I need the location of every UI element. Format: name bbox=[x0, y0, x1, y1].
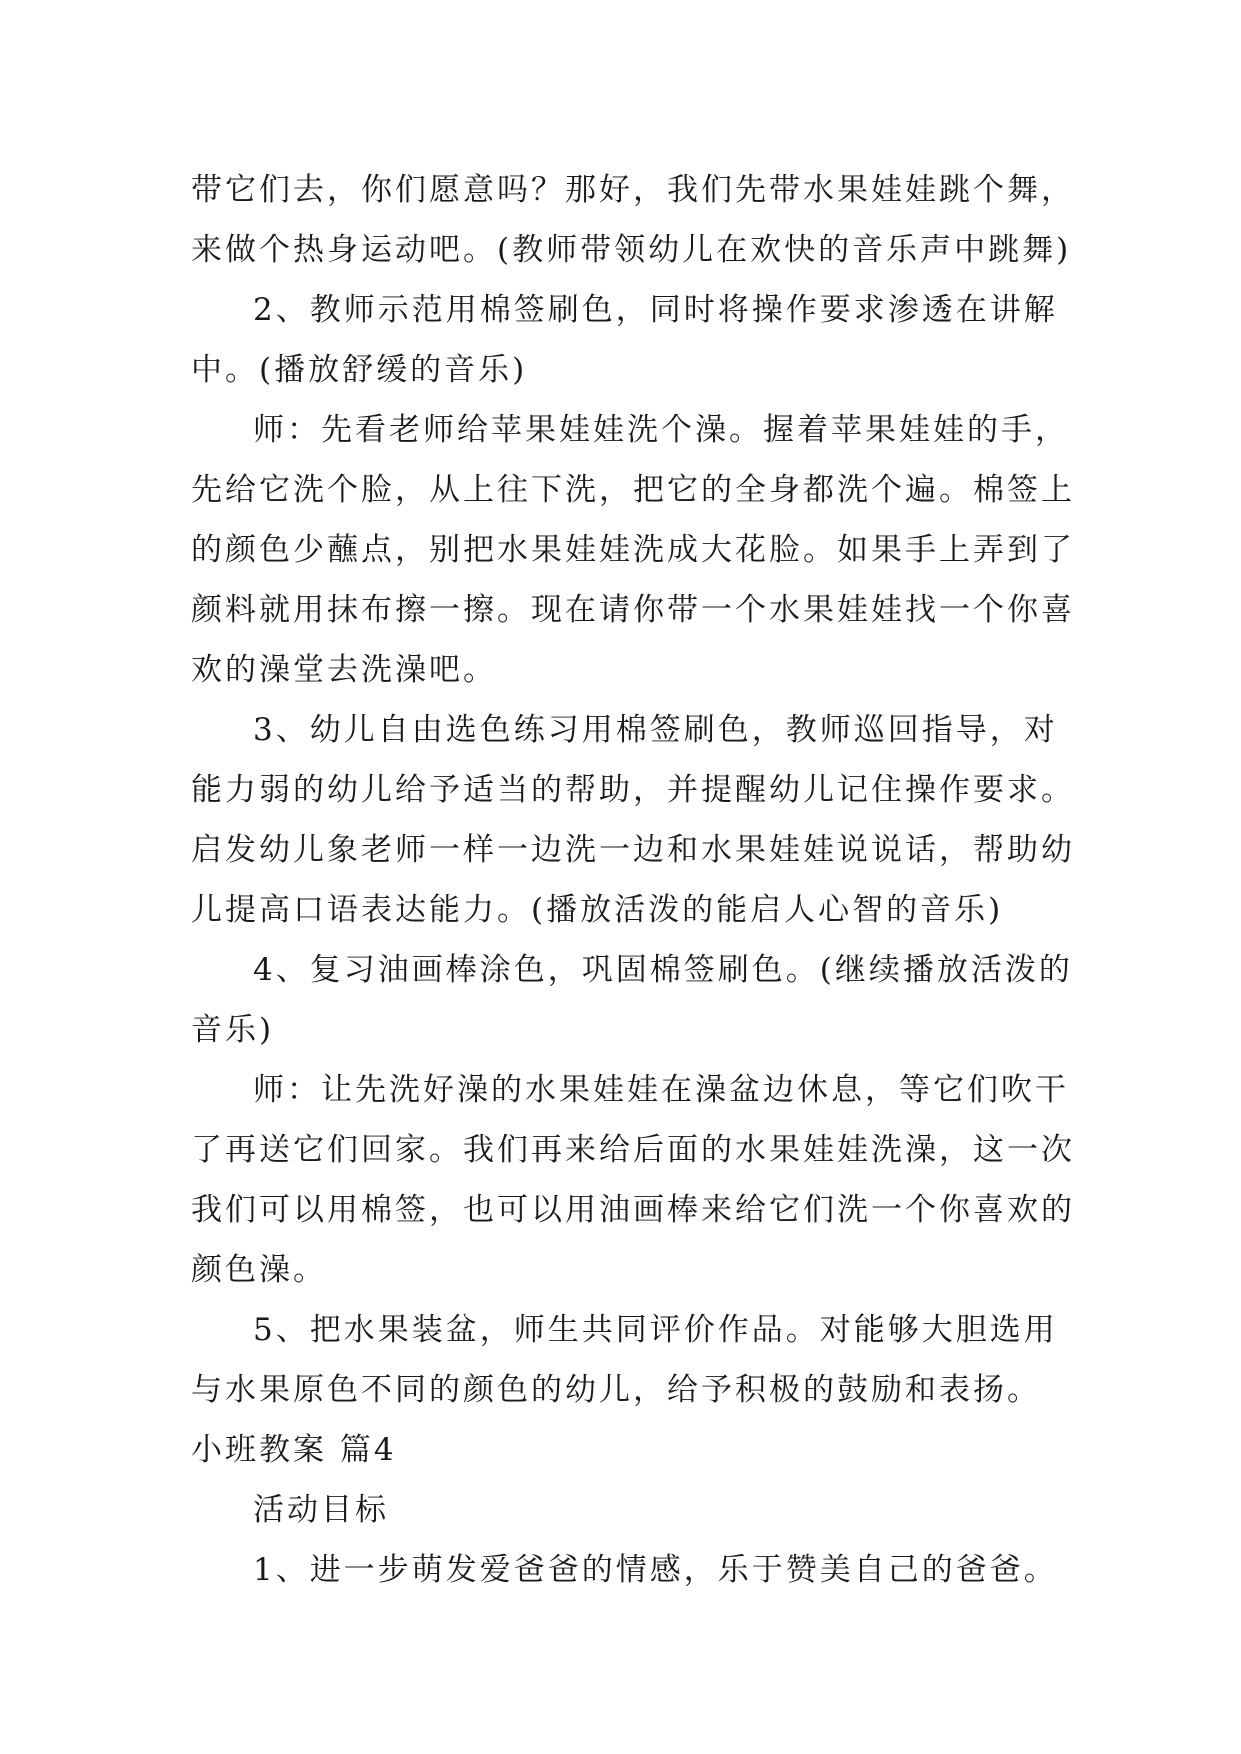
section-heading: 小班教案 篇4 bbox=[191, 1432, 397, 1468]
text-line: 颜色澡。 bbox=[191, 1252, 327, 1288]
text-line: 能力弱的幼儿给予适当的帮助，并提醒幼儿记住操作要求。 bbox=[191, 772, 1075, 808]
text-line: 与水果原色不同的颜色的幼儿，给予积极的鼓励和表扬。 bbox=[191, 1372, 1041, 1408]
text-line: 先给它洗个脸，从上往下洗，把它的全身都洗个遍。棉签上 bbox=[191, 472, 1075, 508]
text-line: 带它们去，你们愿意吗？那好，我们先带水果娃娃跳个舞， bbox=[191, 172, 1075, 208]
text-line: 启发幼儿象老师一样一边洗一边和水果娃娃说说话，帮助幼 bbox=[191, 832, 1075, 868]
text-line: 师：让先洗好澡的水果娃娃在澡盆边休息，等它们吹干 bbox=[253, 1072, 1069, 1108]
text-line: 4、复习油画棒涂色，巩固棉签刷色。(继续播放活泼的 bbox=[253, 952, 1073, 988]
text-line: 的颜色少蘸点，别把水果娃娃洗成大花脸。如果手上弄到了 bbox=[191, 532, 1075, 568]
text-line: 我们可以用棉签，也可以用油画棒来给它们洗一个你喜欢的 bbox=[191, 1192, 1075, 1228]
text-line: 1、进一步萌发爱爸爸的情感，乐于赞美自己的爸爸。 bbox=[253, 1552, 1058, 1588]
text-line: 欢的澡堂去洗澡吧。 bbox=[191, 652, 497, 688]
text-line: 了再送它们回家。我们再来给后面的水果娃娃洗澡，这一次 bbox=[191, 1132, 1075, 1168]
subsection-heading: 活动目标 bbox=[253, 1492, 389, 1528]
text-line: 师：先看老师给苹果娃娃洗个澡。握着苹果娃娃的手， bbox=[253, 412, 1069, 448]
text-line: 来做个热身运动吧。(教师带领幼儿在欢快的音乐声中跳舞) bbox=[191, 232, 1072, 268]
text-line: 儿提高口语表达能力。(播放活泼的能启人心智的音乐) bbox=[191, 892, 1004, 928]
text-line: 3、幼儿自由选色练习用棉签刷色，教师巡回指导，对 bbox=[253, 712, 1058, 748]
text-line: 中。(播放舒缓的音乐) bbox=[191, 352, 528, 388]
text-line: 5、把水果装盆，师生共同评价作品。对能够大胆选用 bbox=[253, 1312, 1058, 1348]
text-line: 2、教师示范用棉签刷色，同时将操作要求渗透在讲解 bbox=[253, 292, 1058, 328]
document-body bbox=[191, 160, 1075, 1600]
text-line: 音乐) bbox=[191, 1012, 275, 1048]
text-line: 颜料就用抹布擦一擦。现在请你带一个水果娃娃找一个你喜 bbox=[191, 592, 1075, 628]
